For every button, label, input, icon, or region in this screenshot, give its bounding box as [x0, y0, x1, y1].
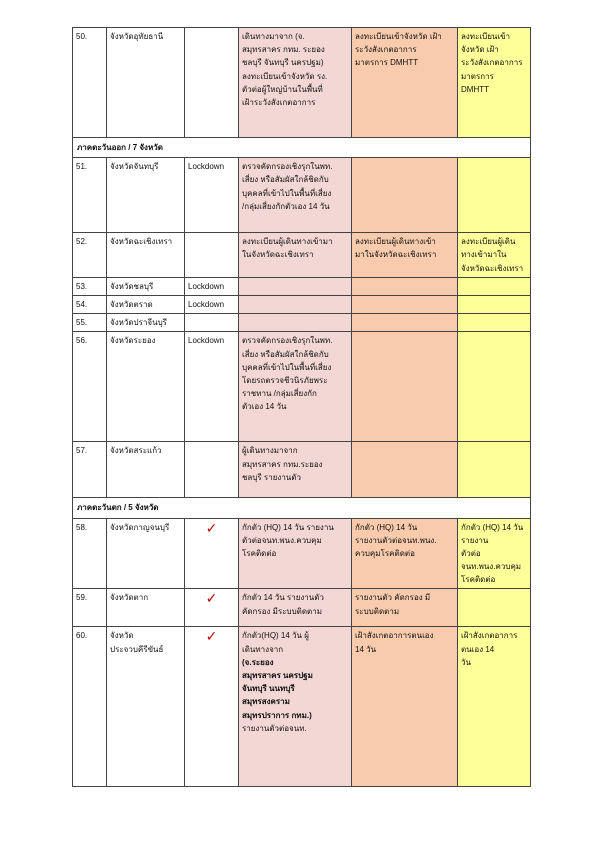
- row-number: 60.: [73, 627, 107, 787]
- section-header-row: [73, 138, 531, 158]
- measure-cell-2: [352, 158, 458, 233]
- section-title-east: ภาคตะวันออก / 7 จังหวัด: [73, 138, 531, 158]
- measure-cell-2: ลงทะเบียนผู้เดินทางเข้า มาในจังหวัดฉะเชิงเทรา: [352, 233, 458, 278]
- province-name: จังหวัดชลบุรี: [107, 277, 185, 295]
- province-name: จังหวัดสระแก้ว: [107, 442, 185, 498]
- checkmark-icon: ✓: [185, 627, 239, 787]
- measure-cell-1: [239, 314, 352, 332]
- measure-cell-3: ลงทะเบียนผู้เดินทางเข้ามาใน จังหวัดฉะเชิงเทรา: [458, 233, 531, 278]
- measures-table-page: [72, 27, 530, 787]
- section-header-row: [73, 498, 531, 518]
- measure-cell-3: [458, 295, 531, 313]
- row-number: 50.: [73, 28, 107, 138]
- table-row: [73, 295, 531, 313]
- table-row: [73, 518, 531, 589]
- measure-cell-1: กักตัว (HQ) 14 วัน รายงาน ตัวต่อจนท.พนง.ควบคุม โรคติดต่อ: [239, 518, 352, 589]
- measure-cell-2: เฝ้าสังเกตอาการตนเอง 14 วัน: [352, 627, 458, 787]
- measure-cell-2: [352, 295, 458, 313]
- table-row: [73, 332, 531, 442]
- checkmark-icon: ✓: [185, 518, 239, 589]
- province-name: จังหวัดระยอง: [107, 332, 185, 442]
- row-number: 55.: [73, 314, 107, 332]
- measure-cell-1: ลงทะเบียนผู้เดินทางเข้ามา ในจังหวัดฉะเชิงเทรา: [239, 233, 352, 278]
- table-row: [73, 233, 531, 278]
- measure-cell-1: เดินทางมาจาก (จ. สมุทรสาคร กทม. ระยอง ชลบุรี จันทบุรี นครปฐม) ลงทะเบียนเข้าจังหวัด รง. ตัวต่อผู้ใหญ่บ้านในพื้นที่ เฝ้าระวังสังเกตอาการ: [239, 28, 352, 138]
- province-name: จังหวัดฉะเชิงเทรา: [107, 233, 185, 278]
- measure-cell-1: [239, 295, 352, 313]
- row-number: 53.: [73, 277, 107, 295]
- province-measures-table: [72, 27, 531, 787]
- table-row: [73, 28, 531, 138]
- measure-cell-3: เฝ้าสังเกตอาการตนเอง 14 วัน: [458, 627, 531, 787]
- measure-cell-3: [458, 589, 531, 627]
- province-name: จังหวัดอุทัยธานี: [107, 28, 185, 138]
- table-row: [73, 442, 531, 498]
- measure-cell-1: ผู้เดินทางมาจาก สมุทรสาคร กทม.ระยอง ชลบุรี รายงานตัว: [239, 442, 352, 498]
- measure-cell-1: กักตัว(HQ) 14 วัน ผู้ เดินทางจาก (จ.ระยอง สมุทรสาคร นครปฐม จันทบุรี นนทบุรี สมุทรสงคราม สมุทรปราการ กทม.) รายงานตัวต่อจนท.: [239, 627, 352, 787]
- row-number: 59.: [73, 589, 107, 627]
- row-number: 52.: [73, 233, 107, 278]
- table-row: [73, 158, 531, 233]
- measure-cell-3: [458, 277, 531, 295]
- measure-cell-2: [352, 332, 458, 442]
- status-cell: Lockdown: [185, 158, 239, 233]
- table-row: [73, 277, 531, 295]
- province-name: จังหวัด ประจวบคีรีขันธ์: [107, 627, 185, 787]
- status-cell: [185, 233, 239, 278]
- row-number: 58.: [73, 518, 107, 589]
- measure-cell-1: กักตัว 14 วัน รายงานตัว คัดกรอง มีระบบติดตาม: [239, 589, 352, 627]
- status-cell: Lockdown: [185, 277, 239, 295]
- section-title-west: ภาคตะวันตก / 5 จังหวัด: [73, 498, 531, 518]
- measure-cell-1: ตรวจคัดกรองเชิงรุกในพท. เสี่ยง หรือสัมผัสใกล้ชิดกับ บุคคลที่เข้าไปในพื้นที่เสี่ยง /กลุ่มเสี่ยงกักตัวเอง 14 วัน: [239, 158, 352, 233]
- checkmark-icon: ✓: [185, 589, 239, 627]
- measure-cell-2: กักตัว (HQ) 14 วัน รายงานตัวต่อจนท.พนง. ควบคุมโรคติดต่อ: [352, 518, 458, 589]
- measure-cell-3: [458, 332, 531, 442]
- row-number: 51.: [73, 158, 107, 233]
- row-number: 54.: [73, 295, 107, 313]
- measure-cell-2: [352, 442, 458, 498]
- province-name: จังหวัดจันทบุรี: [107, 158, 185, 233]
- table-row: [73, 589, 531, 627]
- status-cell: [185, 314, 239, 332]
- measure-cell-1: ตรวจคัดกรองเชิงรุกในพท. เสี่ยง หรือสัมผัสใกล้ชิดกับ บุคคลที่เข้าไปในพื้นที่เสี่ยง โดยรถตรวจชีวนิรภัยพระ ราชทาน /กลุ่มเสี่ยงกัก ตัวเอง 14 วัน: [239, 332, 352, 442]
- province-name: จังหวัดปราจีนบุรี: [107, 314, 185, 332]
- measure-cell-3: [458, 442, 531, 498]
- measure-cell-3: กักตัว (HQ) 14 วัน รายงาน ตัวต่อจนท.พนง.ควบคุม โรคติดต่อ: [458, 518, 531, 589]
- province-name: จังหวัดกาญจนบุรี: [107, 518, 185, 589]
- measure-cell-2: [352, 277, 458, 295]
- measure-cell-2: [352, 314, 458, 332]
- table-row: [73, 627, 531, 787]
- status-cell: [185, 28, 239, 138]
- status-cell: Lockdown: [185, 332, 239, 442]
- status-cell: Lockdown: [185, 295, 239, 313]
- measure-cell-2: รายงานตัว คัดกรอง มี ระบบติดตาม: [352, 589, 458, 627]
- measure-cell-2: ลงทะเบียนเข้าจังหวัด เฝ้า ระวังสังเกตอาการ มาตรการ DMHTT: [352, 28, 458, 138]
- measure-cell-3: ลงทะเบียนเข้าจังหวัด เฝ้า ระวังสังเกตอาการ มาตรการ DMHTT: [458, 28, 531, 138]
- row-number: 57.: [73, 442, 107, 498]
- measure-cell-3: [458, 314, 531, 332]
- measure-cell-3: [458, 158, 531, 233]
- province-name: จังหวัดตราด: [107, 295, 185, 313]
- status-cell: [185, 442, 239, 498]
- province-name: จังหวัดตาก: [107, 589, 185, 627]
- measure-cell-1: [239, 277, 352, 295]
- row-number: 56.: [73, 332, 107, 442]
- table-row: [73, 314, 531, 332]
